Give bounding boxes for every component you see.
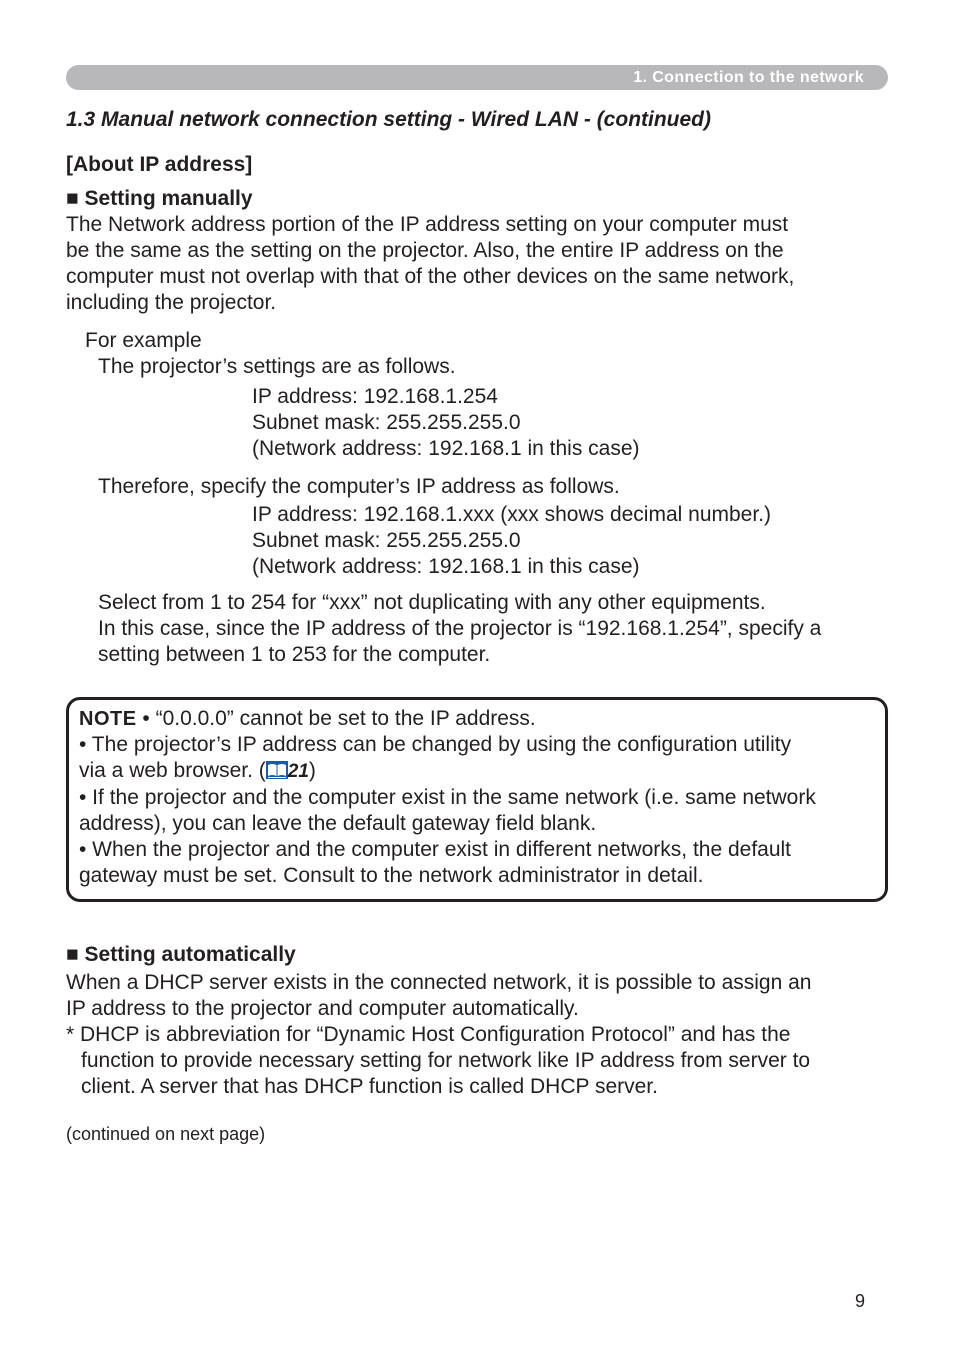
paragraph-line: be the same as the setting on the projector. Also, the entire IP address on the <box>66 239 784 262</box>
note-line <box>79 758 816 785</box>
note-line: • When the projector and the computer exist in different networks, the default <box>79 838 792 861</box>
setting-manually-heading: ■ Setting manually <box>66 187 253 210</box>
note-line: • If the projector and the computer exist in the same network (i.e. same network <box>79 786 816 809</box>
paragraph-line: computer must not overlap with that of the other devices on the same network, <box>66 265 795 288</box>
paragraph-line: When a DHCP server exists in the connected network, it is possible to assign an <box>66 971 812 994</box>
setting-automatically-paragraph <box>66 970 811 1022</box>
note-line <box>79 706 816 732</box>
setting-manually-paragraph <box>66 212 794 316</box>
chapter-title: 1. Connection to the network <box>633 69 864 86</box>
note-line: gateway must be set. Consult to the network administrator in detail. <box>79 864 704 887</box>
paragraph-line: setting between 1 to 253 for the computer. <box>98 643 491 666</box>
projector-subnet-mask: Subnet mask: 255.255.255.0 <box>252 411 521 434</box>
chapter-header-bar <box>66 65 888 90</box>
page-number: 9 <box>855 1291 866 1311</box>
about-ip-heading: [About IP address] <box>66 153 253 176</box>
projector-settings-intro: The projector’s settings are as follows. <box>98 355 456 378</box>
note-text: • “0.0.0.0” cannot be set to the IP address. <box>136 707 536 730</box>
computer-settings-intro: Therefore, specify the computer’s IP address as follows. <box>98 475 620 498</box>
setting-automatically-heading: ■ Setting automatically <box>66 943 296 966</box>
footnote-line: function to provide necessary setting for network like IP address from server to <box>81 1049 811 1072</box>
computer-settings-block <box>252 502 771 580</box>
paragraph-line: IP address to the projector and computer automatically. <box>66 997 579 1020</box>
note-text: via a web browser. ( <box>79 759 266 782</box>
dhcp-footnote <box>66 1022 810 1100</box>
computer-subnet-mask: Subnet mask: 255.255.255.0 <box>252 529 521 552</box>
select-range-paragraph <box>98 590 821 668</box>
note-content <box>79 706 816 889</box>
projector-network-address: (Network address: 192.168.1 in this case) <box>252 437 640 460</box>
continued-notice: (continued on next page) <box>66 1124 266 1144</box>
computer-ip-address: IP address: 192.168.1.xxx (xxx shows decimal number.) <box>252 503 772 526</box>
paragraph-line: Select from 1 to 254 for “xxx” not duplicating with any other equipments. <box>98 591 766 614</box>
paragraph-line: In this case, since the IP address of the projector is “192.168.1.254”, specify a <box>98 617 822 640</box>
note-line: address), you can leave the default gateway field blank. <box>79 812 597 835</box>
book-reference-icon <box>266 760 288 778</box>
section-title: 1.3 Manual network connection setting - Wired LAN - (continued) <box>66 108 712 131</box>
projector-ip-address: IP address: 192.168.1.254 <box>252 385 498 408</box>
paragraph-line: The Network address portion of the IP address setting on your computer must <box>66 213 789 236</box>
footnote-line: client. A server that has DHCP function is called DHCP server. <box>81 1075 658 1098</box>
note-line: • The projector’s IP address can be changed by using the configuration utility <box>79 733 792 756</box>
footnote-line: * DHCP is abbreviation for “Dynamic Host Configuration Protocol” and has the <box>66 1023 791 1046</box>
example-label: For example <box>85 329 202 352</box>
paragraph-line: including the projector. <box>66 291 277 314</box>
note-text: ) <box>308 759 316 782</box>
page-reference-link[interactable]: 21 <box>287 761 309 782</box>
note-label: NOTE <box>79 708 137 730</box>
computer-network-address: (Network address: 192.168.1 in this case) <box>252 555 640 578</box>
note-box <box>66 697 888 902</box>
projector-settings-block <box>252 384 640 462</box>
